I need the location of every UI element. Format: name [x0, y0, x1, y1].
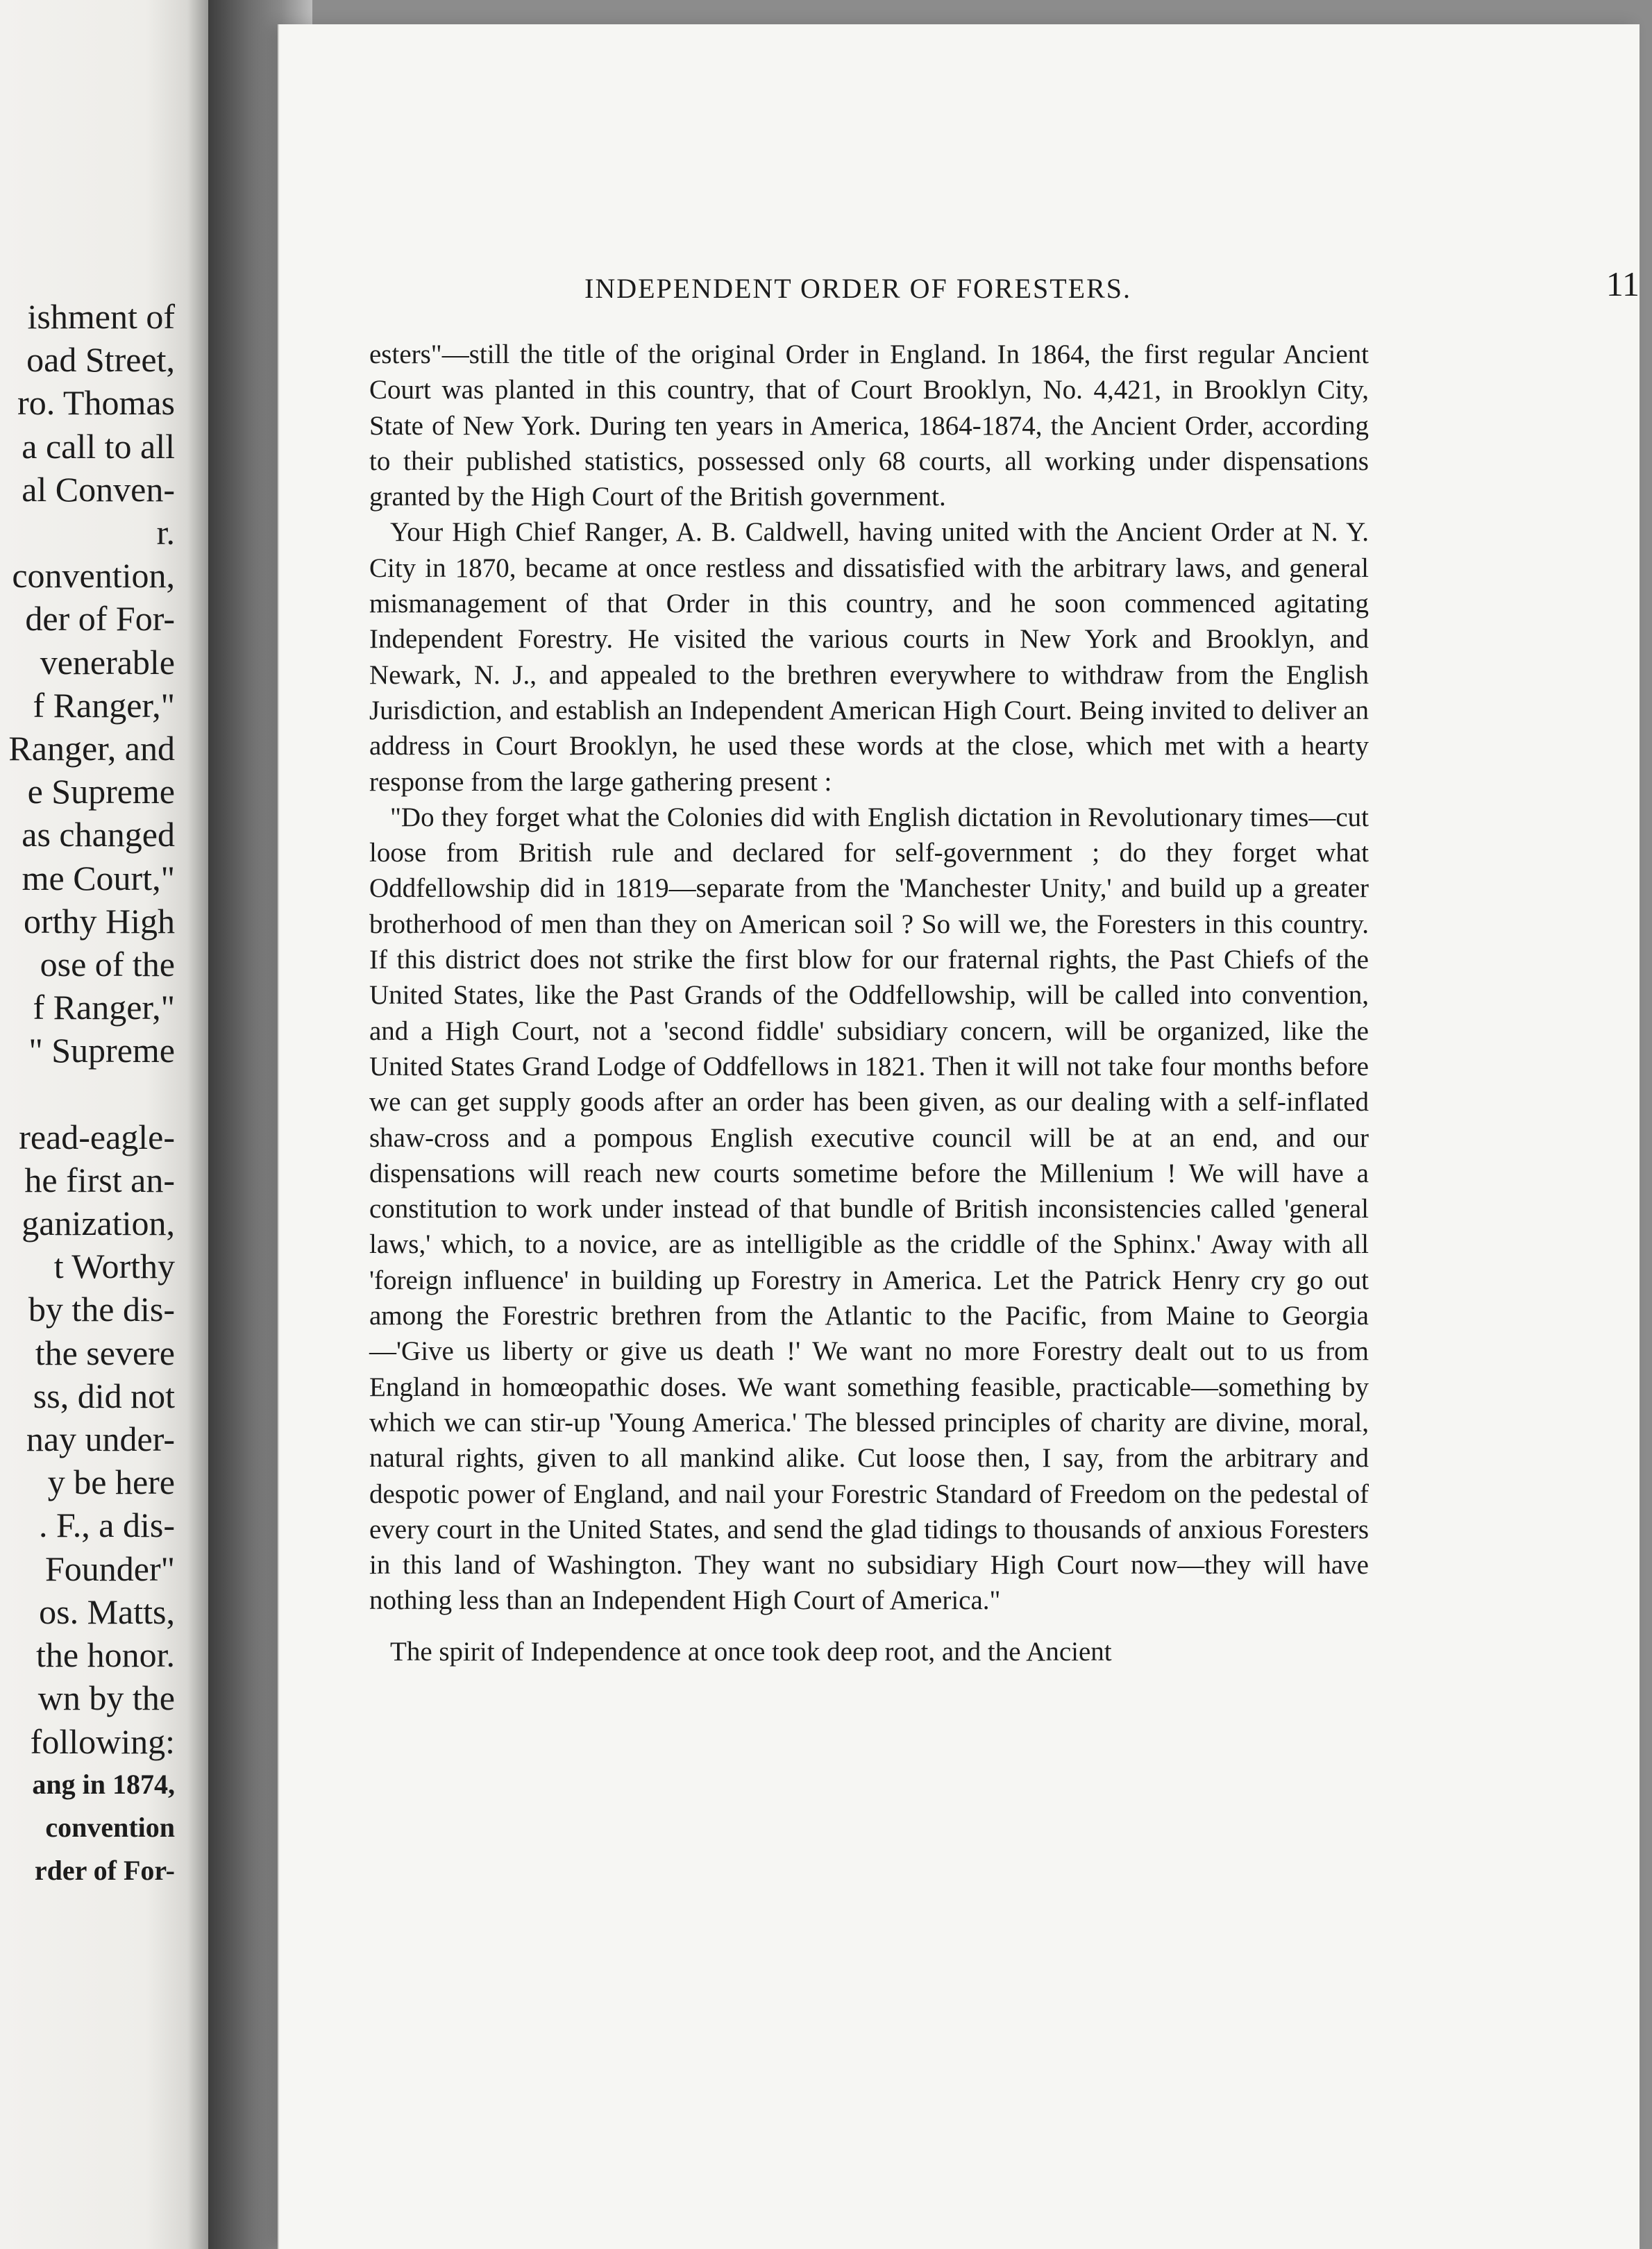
running-head-title: INDEPENDENT ORDER OF FORESTERS.: [584, 273, 1131, 304]
left-line: os. Matts,: [39, 1592, 175, 1631]
paragraph: The spirit of Independence at once took deep root, and the Ancient: [390, 1636, 1112, 1667]
left-line: f Ranger,": [33, 988, 175, 1027]
left-line: convention,: [12, 556, 175, 596]
left-line: as changed: [22, 815, 175, 854]
left-line-gap: [8, 1072, 175, 1115]
paragraph: esters"—still the title of the original Order in England. In 1864, the first regular Ancient Court was planted in this country, that of Court Brooklyn, No. 4,421, in Brooklyn City, State of New York. During ten years in America, 1864-1874, the Ancient Order, according to their published statistics, possessed only 68 courts, all working under dispensations granted by the High Court of the British government.: [369, 339, 1369, 512]
left-line: al Conven-: [22, 469, 175, 509]
left-line: ro. Thomas: [17, 383, 175, 423]
left-line: convention: [45, 1811, 175, 1843]
left-line: ss, did not: [33, 1376, 175, 1415]
left-line: read-eagle-: [19, 1117, 175, 1156]
left-line: der of For-: [25, 599, 175, 639]
left-line: by the dis-: [28, 1290, 175, 1329]
left-line: a call to all: [22, 426, 175, 466]
left-facing-page: [0, 0, 208, 2249]
left-line: the severe: [35, 1333, 175, 1372]
left-line: f Ranger,": [33, 685, 175, 725]
left-line: Founder": [44, 1549, 175, 1588]
left-line: t Worthy: [53, 1247, 175, 1286]
paragraph: Your High Chief Ranger, A. B. Caldwell, having united with the Ancient Order at N. Y. City in 1870, became at once restless and dissatisfied with the arbitrary laws, and general mismanagement of that Order in this country, and he soon commenced agitating Independent Forestry. He visited the various courts in New York and Brooklyn, and Newark, N. J., and appealed to the brethren everywhere to withdraw from the English Jurisdiction, and establish an Independent American High Court. Being invited to deliver an address in Court Brooklyn, he used these words at the close, which met with a hearty response from the large gathering present :: [369, 517, 1369, 797]
left-line: nay under-: [26, 1420, 175, 1459]
left-line: y be here: [47, 1463, 175, 1502]
left-page-text: [8, 295, 175, 1892]
left-line: e Supreme: [27, 772, 175, 811]
left-line: the honor.: [36, 1635, 175, 1675]
left-line: he first an-: [24, 1160, 175, 1199]
left-line: wn by the: [37, 1678, 175, 1718]
left-line: venerable: [40, 642, 175, 682]
left-line: Ranger, and: [8, 729, 175, 768]
left-line: ishment of: [27, 297, 175, 336]
right-page: [278, 24, 1640, 2249]
left-line: orthy High: [23, 901, 175, 941]
page-body: [369, 337, 1369, 1669]
left-line: ose of the: [40, 945, 175, 984]
left-line: ganization,: [22, 1204, 175, 1243]
left-line: " Supreme: [28, 1031, 175, 1070]
left-line: . F., a dis-: [39, 1506, 175, 1545]
left-line: me Court,": [22, 858, 175, 898]
left-line: rder of For-: [34, 1855, 175, 1887]
page-number: 11: [1605, 264, 1640, 303]
left-line: following:: [30, 1721, 175, 1761]
left-line: r.: [156, 513, 175, 553]
left-line: ang in 1874,: [32, 1768, 175, 1800]
quoted-address: "Do they forget what the Colonies did with English dictation in Revolutionary times—cut loose from British rule and declared for self-government ; do they forget what Oddfellowship did in 1819—separate from the 'Manchester Unity,' and build up a greater brotherhood of men than they on American soil ? So will we, the Foresters in this country. If this district does not strike the first blow for our fraternal rights, the Past Chiefs of the United States, like the Past Grands of the Oddfellowship, will be called into convention, and a High Court, not a 'second fiddle' subsidiary concern, will be organized, like the United States Grand Lodge of Oddfellows in 1821. Then it will not take four months before we can get supply goods after an order has been given, as our dealing with a self-inflated shaw-cross and a pompous English executive council will be at an end, and our dispensations will reach new courts sometime before the Millenium ! We will have a constitution to work under instead of that bundle of British inconsistencies called 'general laws,' which, to a novice, are as intelligible as the criddle of the Sphinx.' Away with all 'foreign influence' in building up Forestry in America. Let the Patrick Henry cry go out among the Forestric brethren from the Atlantic to the Pacific, from Maine to Georgia—'Give us liberty or give us death !' We want no more Forestry dealt out to us from England in homœopathic doses. We want something feasible, practicable—something by which we can stir-up 'Young America.' The blessed principles of charity are divine, moral, natural rights, given to all mankind alike. Cut loose then, I say, from the arbitrary and despotic power of England, and nail your Forestric Standard of Freedom on the pedestal of every court in the United States, and send the glad tidings to thousands of anxious Foresters in this land of Washington. They want no subsidiary High Court now—they will have nothing less than an Independent High Court of America.": [369, 802, 1369, 1616]
left-line: oad Street,: [26, 340, 175, 380]
